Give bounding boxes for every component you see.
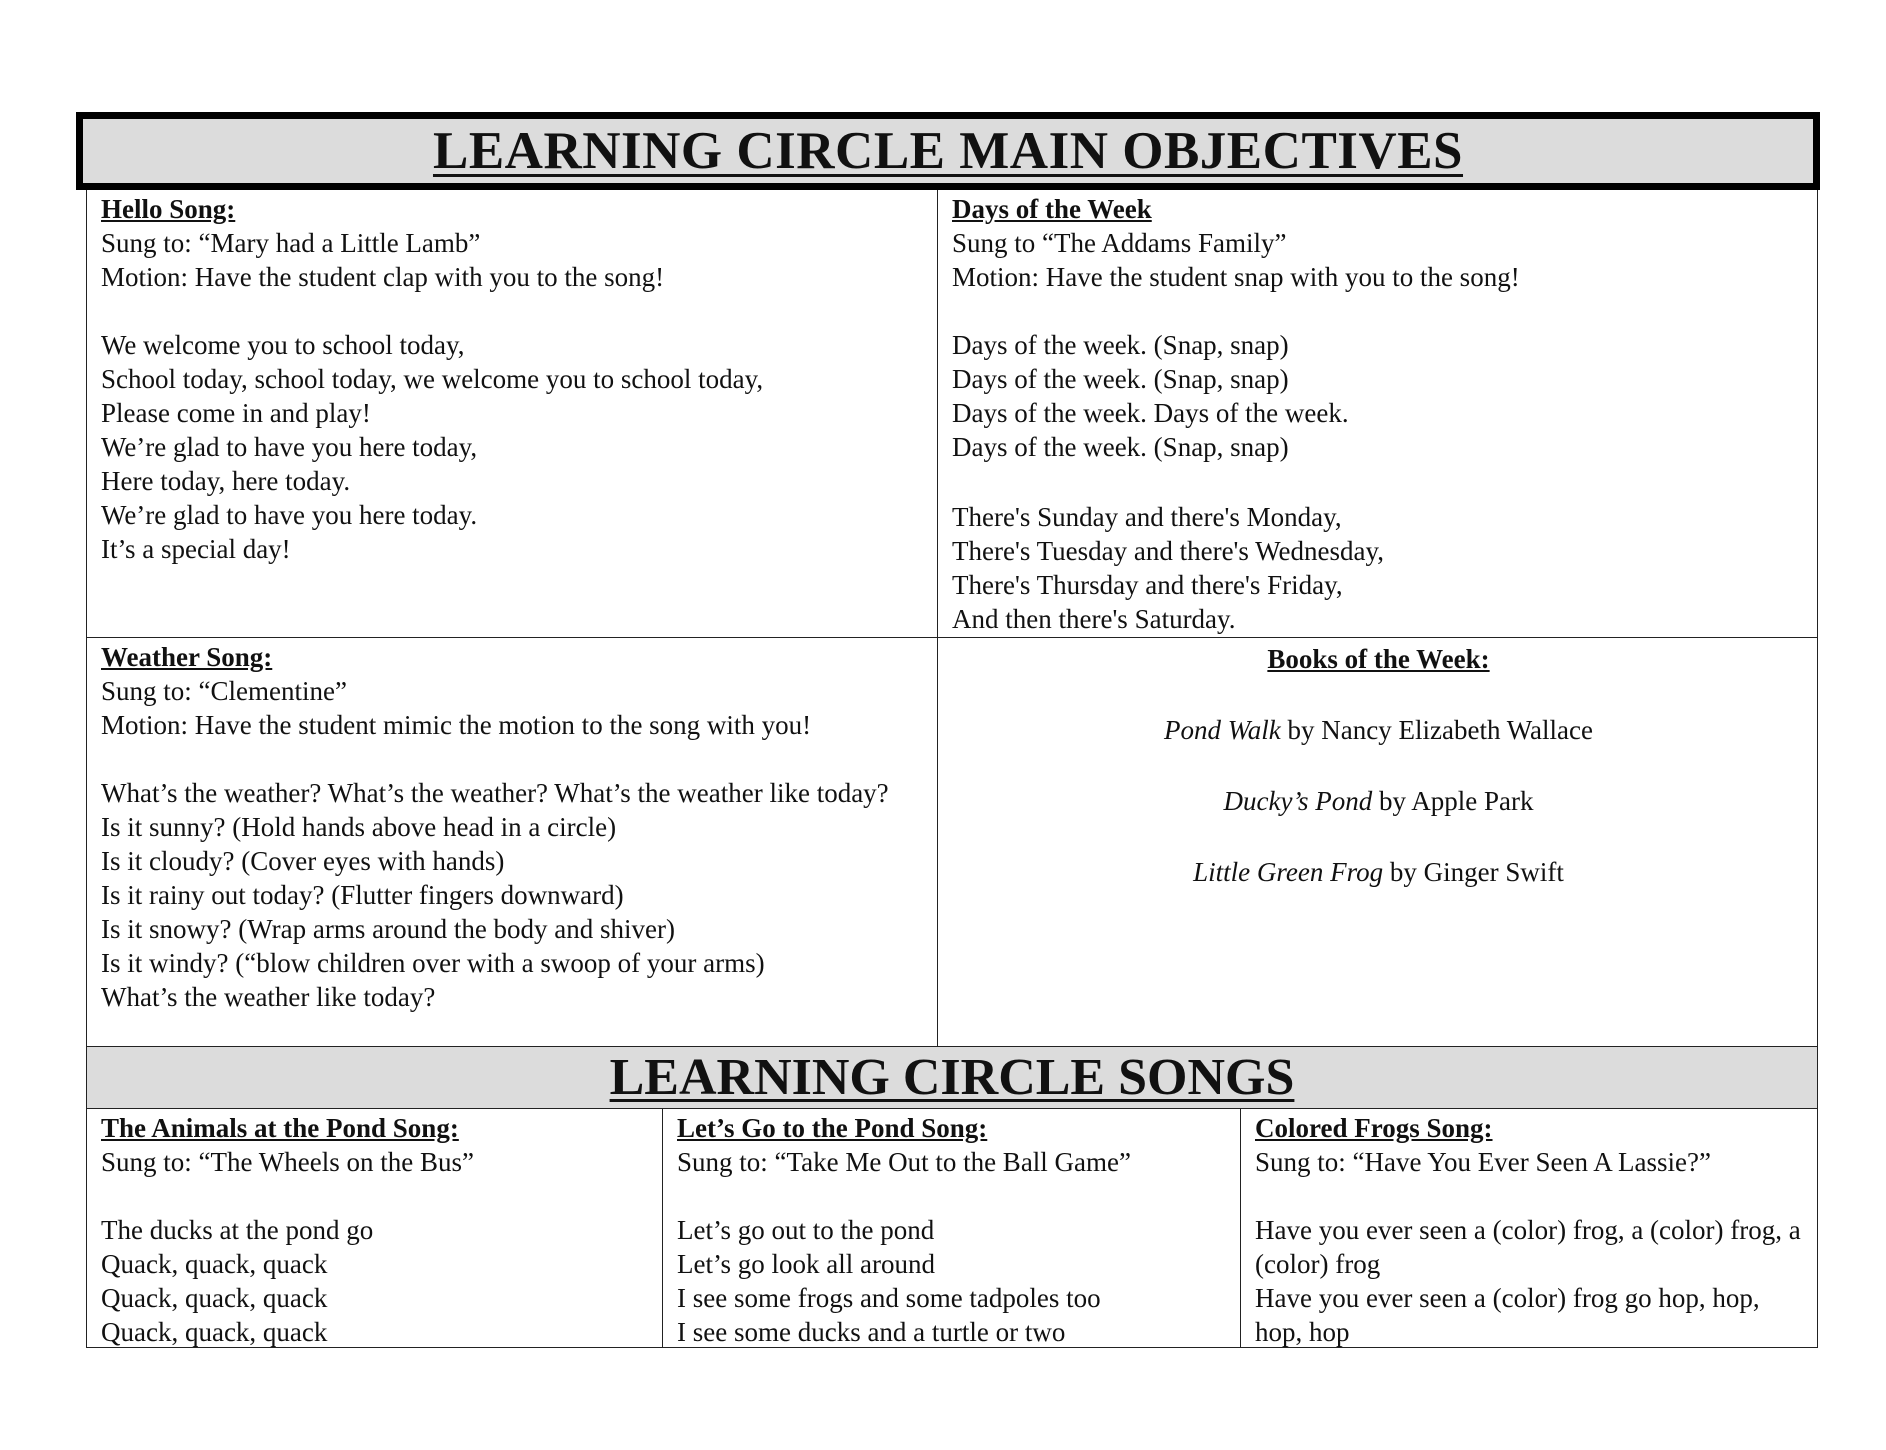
book-title: Pond Walk [1164, 715, 1281, 745]
lyric-line: Days of the week. (Snap, snap) [952, 432, 1289, 462]
days-motion: Motion: Have the student snap with you to the song! [952, 262, 1520, 292]
lyric-line: Have you ever seen a (color) frog, a (color) frog, a (color) frog [1255, 1215, 1801, 1279]
lyric-line: Is it windy? (“blow children over with a swoop of your arms) [101, 948, 765, 978]
books-of-week-cell [937, 638, 1819, 1046]
lyric-line: Let’s go look all around [677, 1249, 935, 1279]
hello-sung-to: Sung to: “Mary had a Little Lamb” [101, 228, 481, 258]
lyric-line: Is it snowy? (Wrap arms around the body and shiver) [101, 914, 676, 944]
lyric-line: School today, school today, we welcome you to school today, [101, 364, 764, 394]
objectives-row-2 [86, 637, 1818, 1046]
animals-sung-to: Sung to: “The Wheels on the Bus” [101, 1147, 474, 1177]
lyric-line: Let’s go out to the pond [677, 1215, 935, 1245]
lyric-line: Is it rainy out today? (Flutter fingers downward) [101, 880, 624, 910]
lyric-line: Please come in and play! [101, 398, 371, 428]
pond-song-cell [662, 1109, 1240, 1347]
weather-song-cell [87, 638, 937, 1046]
objectives-row-1 [86, 190, 1818, 637]
worksheet [86, 112, 1818, 1348]
lyric-line: Is it cloudy? (Cover eyes with hands) [101, 846, 505, 876]
book-author: by Apple Park [1378, 786, 1534, 816]
weather-song-heading: Weather Song: [101, 642, 273, 672]
lyric-line: Quack, quack, quack [101, 1283, 328, 1313]
lyric-line: Days of the week. Days of the week. [952, 398, 1349, 428]
lyric-line: Days of the week. (Snap, snap) [952, 364, 1289, 394]
book-title: Little Green Frog [1193, 857, 1384, 887]
hello-song-heading: Hello Song: [101, 194, 236, 224]
days-song-heading: Days of the Week [952, 194, 1152, 224]
songs-row [86, 1109, 1818, 1348]
pond-song-heading: Let’s Go to the Pond Song: [677, 1113, 988, 1143]
lyric-line: What’s the weather? What’s the weather? What’s the weather like today? [101, 778, 889, 808]
frogs-sung-to: Sung to: “Have You Ever Seen A Lassie?” [1255, 1147, 1711, 1177]
lyric-line: Quack, quack, quack [101, 1249, 328, 1279]
book-entry [952, 784, 1805, 818]
main-title-banner [76, 112, 1820, 190]
lyric-line: We’re glad to have you here today. [101, 500, 478, 530]
frogs-song-heading: Colored Frogs Song: [1255, 1113, 1493, 1143]
weather-sung-to: Sung to: “Clementine” [101, 676, 347, 706]
hello-motion: Motion: Have the student clap with you to the song! [101, 262, 665, 292]
lyric-line: There's Thursday and there's Friday, [952, 570, 1343, 600]
lyric-line: Quack, quack, quack [101, 1317, 328, 1347]
lyric-line: What’s the weather like today? [101, 982, 436, 1012]
book-entry [952, 713, 1805, 747]
lyric-line: We’re glad to have you here today, [101, 432, 478, 462]
lyric-line: It’s a special day! [101, 534, 291, 564]
songs-title-banner [86, 1046, 1818, 1109]
lyric-line: Here today, here today. [101, 466, 351, 496]
animals-song-cell [87, 1109, 662, 1347]
pond-sung-to: Sung to: “Take Me Out to the Ball Game” [677, 1147, 1132, 1177]
lyric-line: The ducks at the pond go [101, 1215, 374, 1245]
lyric-line: Have you ever seen a (color) frog go hop, hop, hop, hop [1255, 1283, 1760, 1347]
frogs-song-cell [1240, 1109, 1819, 1347]
animals-song-heading: The Animals at the Pond Song: [101, 1113, 459, 1143]
lyric-line: There's Sunday and there's Monday, [952, 502, 1342, 532]
book-author: by Ginger Swift [1389, 857, 1564, 887]
days-of-week-cell [937, 190, 1819, 637]
lyric-line: I see some frogs and some tadpoles too [677, 1283, 1101, 1313]
book-entry [952, 855, 1805, 889]
book-author: by Nancy Elizabeth Wallace [1287, 715, 1593, 745]
lyric-line: I see some ducks and a turtle or two [677, 1317, 1066, 1347]
days-sung-to: Sung to “The Addams Family” [952, 228, 1287, 258]
lyric-line: We welcome you to school today, [101, 330, 465, 360]
songs-title: LEARNING CIRCLE SONGS [609, 1049, 1295, 1106]
lyric-line: There's Tuesday and there's Wednesday, [952, 536, 1384, 566]
lyric-line: Is it sunny? (Hold hands above head in a circle) [101, 812, 617, 842]
hello-song-cell [87, 190, 937, 637]
weather-motion: Motion: Have the student mimic the motion to the song with you! [101, 710, 812, 740]
lyric-line: And then there's Saturday. [952, 604, 1236, 634]
books-heading: Books of the Week: [1267, 644, 1490, 674]
lyric-line: Days of the week. (Snap, snap) [952, 330, 1289, 360]
book-title: Ducky’s Pond [1223, 786, 1373, 816]
main-title: LEARNING CIRCLE MAIN OBJECTIVES [432, 122, 1464, 180]
